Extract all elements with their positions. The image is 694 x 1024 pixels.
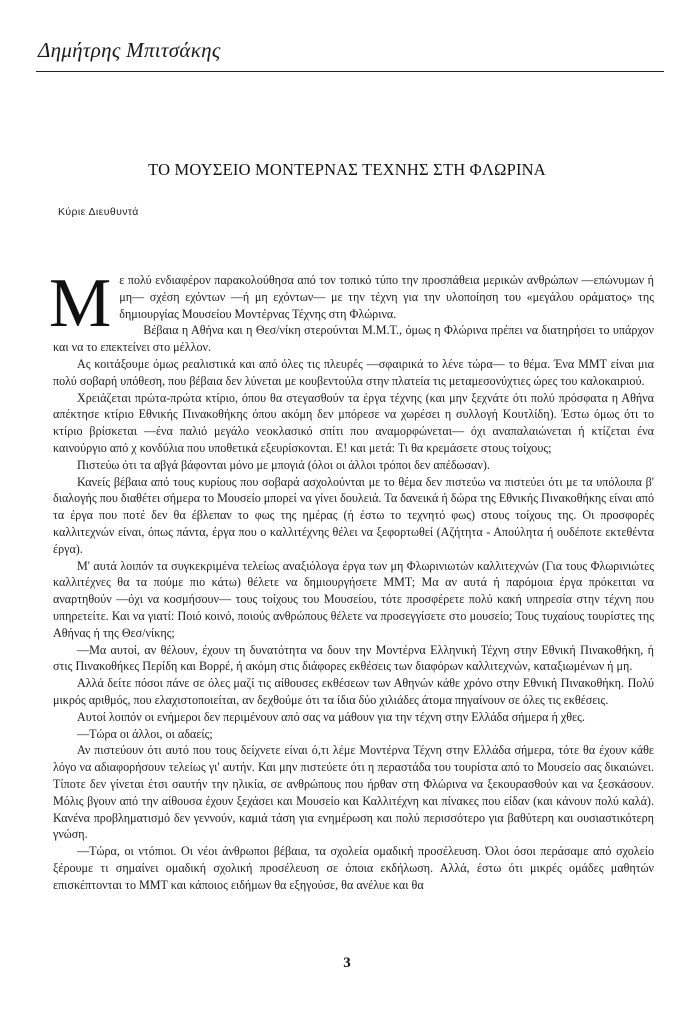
- paragraph: Κανείς βέβαια από τους κυρίους που σοβαρά ασχολούνται με το θέμα δεν πιστεύω να πιστεύει ότι με τα υπόλοιπα β' διαλογής που διαθέτει σήμερα το Μουσείο μπορεί να γίνει δουλειά. Τα δανεικά ή δώρα της Εθνικής Πινακοθήκης είναι από τα έργα που ποτέ δεν θα έβλεπαν το φως της ημέρας (ή έστω το τεχνητό φως) στους τοίχους της. Οι προσφορές καλλιτεχνών είναι, όπως πάντα, έργα που ο καλλιτέχνης θέλει να ξεφορτωθεί (Αζήτητα - Απούλητα ή ουδέποτε εκτεθέντα έργα).: [53, 474, 654, 556]
- article-body: [49, 265, 654, 893]
- drop-cap: Μ: [49, 265, 112, 342]
- paragraph: —Τώρα οι άλλοι, οι αδαείς;: [77, 726, 213, 741]
- paragraph: Αλλά δείτε πόσοι πάνε σε όλες μαζί τις αίθουσες εκθέσεων των Αθηνών κάθε χρόνο στην Εθνική Πινακοθήκη. Πολύ μικρός αριθμός, που ελαχιστοποιείται, αν δεχθούμε ότι τα ίδια δύο χιλιάδες άτομα πηγαίνουν σε όλες τις εκθέσεις.: [53, 676, 654, 707]
- paragraph: Πιστεύω ότι τα αβγά βάφονται μόνο με μπογιά (όλοι οι άλλοι τρόποι δεν απέδωσαν).: [77, 457, 490, 472]
- salutation: Κύριε Διευθυντά: [58, 206, 139, 218]
- paragraph: Αυτοί λοιπόν οι ενήμεροι δεν περιμένουν από σας να μάθουν για την τέχνη στην Ελλάδα σήμερα ή χθες.: [77, 709, 585, 724]
- paragraph: Ας κοιτάξουμε όμως ρεαλιστικά και από όλες τις πλευρές —σφαιρικά το λένε τώρα— το θέμα. Ένα ΜΜΤ είναι μια πολύ σοβαρή υπόθεση, που βέβαια δεν λύνεται με κουβεντούλα στην πλατεία τις μεταμεσονύχτιες ώρες του καλοκαιριού.: [53, 356, 654, 388]
- paragraph: Αν πιστεύουν ότι αυτό που τους δείχνετε είναι ό,τι λέμε Μοντέρνα Τέχνη στην Ελλάδα σήμερα, τότε θα έχουν κάθε λόγο να αδιαφορήσουν τελείως γι' αυτήν. Και μην πιστεύετε ότι η περαστάδα του τουρίστα από το Μουσείο σας δικαιώνει. Τίποτε δεν γίνεται έτσι σαυτήν την ηλικία, σε ανθρώπους που ήρθαν στη Φλώρινα να ξεκουρασθούν και να ξεσκάσουν. Μόλις βγουν από την αίθουσα έχουν ξεχάσει και Μουσείο και Καλλιτέχνη και πίνακες που είδαν (και κάνουν πολύ καλά). Κανένα προβληματισμό δεν γεννούν, καμιά τάση για ενημέρωση και πολύ περισσότερο για βαθύτερη και ουσιαστικότερη γνώση.: [53, 743, 654, 842]
- paragraph-text: ε πολύ ενδιαφέρον παρακολούθησα από τον τοπικό τύπο την προσπάθεια μερικών ανθρώπων —επώνυμων ή μη— σχέση εχόντων —ή μη εχόντων— με την τέχνη για την υλοποίηση του «μεγάλου οράματος» της δημιουργίας Μουσείου Μοντέρνας Τέχνης στη Φλώρινα.: [119, 273, 654, 321]
- paragraph: —Τώρα, οι ντόπιοι. Οι νέοι άνθρωποι βέβαια, τα σχολεία ομαδική προσέλευση. Όλοι όσοι περάσαμε από σχολείο ξέρουμε τι σημαίνει ομαδική σχολική προσέλευση σε όποια εκδήλωση. Αλλά, έστω ότι μικρές ομάδες μαθητών επισκέπτονται το ΜΜΤ και κάποιος ειδήμων θα εξηγούσε, θα ανέλυε και θα: [53, 844, 654, 892]
- paragraph: Βέβαια η Αθήνα και η Θεσ/νίκη στερούνται Μ.Μ.Τ., όμως η Φλώρινα πρέπει να διατηρήσει το υπάρχον και να το επεκτείνει στο μέλλον.: [53, 323, 654, 355]
- paragraph: —Μα αυτοί, αν θέλουν, έχουν τη δυνατότητα να δουν την Μοντέρνα Ελληνική Τέχνη στην Εθνική Πινακοθήκη, ή στις Πινακοθήκες Περίδη και Βορρέ, ή ακόμη στις διάφορες εκθέσεις των διαφόρων καλλιτεχνών, καταξιωμένων ή μη.: [53, 642, 654, 674]
- header-rule: [36, 71, 664, 72]
- running-head: Δημήτρης Μπιτσάκης: [38, 38, 221, 62]
- page-number: 3: [343, 955, 351, 971]
- paragraph: Χρειάζεται πρώτα-πρώτα κτίριο, όπου θα στεγασθούν τα έργα τέχνης (και μην ξεχνάτε ότι πολύ πρόσφατα η Αθήνα απέκτησε κτίριο Εθνικής Πινακοθήκης όπου ακόμη δεν μπόρεσε να χωρέσει η συλλογή Κουτλίδη). Έστω όμως ότι το κτίριο βρίσκεται —ένα παλιό μεγάλο νεοκλασικό σπίτι που αναμορφώνεται— όχι αναπαλαιώνεται ή κτίζεται ένα καινούργιο από χ κονδύλια που υποθετικά εξευρίσκονται. Ε! και μετά: Τι θα κρεμάσετε στους τοίχους;: [53, 390, 654, 455]
- paragraph: Μ' αυτά λοιπόν τα συγκεκριμένα τελείως αναξιόλογα έργα των μη Φλωρινιωτών καλλιτεχνών (Για τους Φλωρινιώτες καλλιτέχνες θα τα πούμε πιο κάτω) θέλετε να δημιουργήσετε ΜΜΤ; Μα αν αυτά ή παρόμοια έργα πρόκειται να αναρτηθούν —όχι να κοσμήσουν— τους τοίχους του Μουσείου, τότε προσφέρετε πολύ κακή υπηρεσία στην τέχνη που υπηρετείτε. Και να γιατί: Ποιό κοινό, ποιούς ανθρώπους θέλετε να προσεγγίσετε στο μουσείο; Τους τυχαίους τουρίστες της Αθήνας ή της Θεσ/νίκης;: [53, 558, 654, 640]
- article-title: ΤΟ ΜΟΥΣΕΙΟ ΜΟΝΤΕΡΝΑΣ ΤΕΧΝΗΣ ΣΤΗ ΦΛΩΡΙΝΑ: [148, 160, 546, 179]
